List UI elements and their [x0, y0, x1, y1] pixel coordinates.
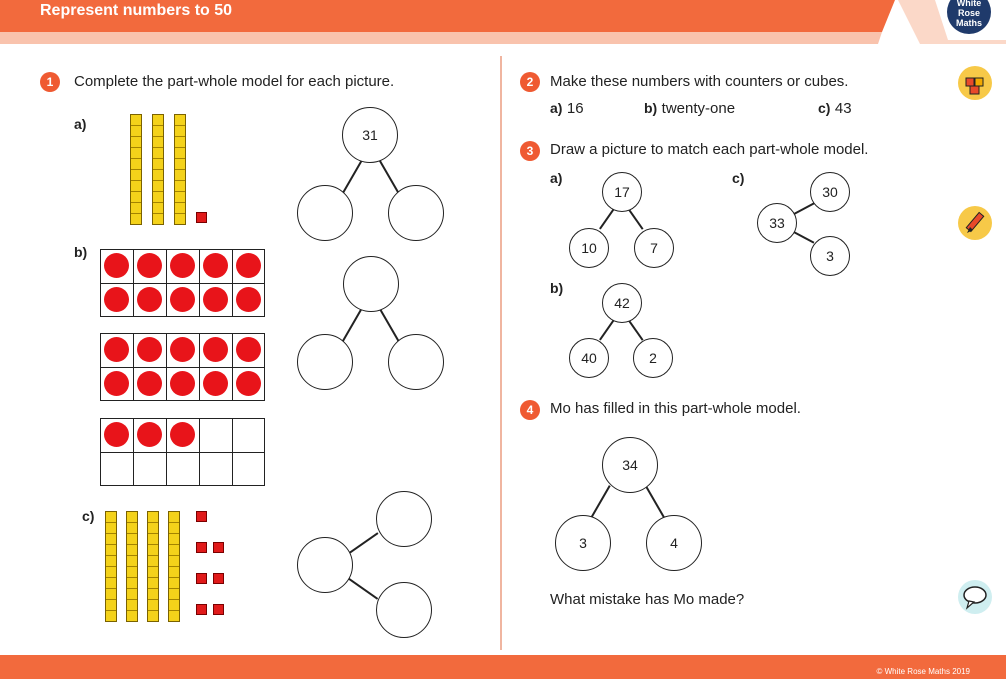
- q3c-whole-circle: 33: [757, 203, 797, 243]
- q1a-part-circle[interactable]: [297, 185, 353, 241]
- counter: [137, 422, 162, 447]
- one-cube: [213, 604, 224, 615]
- ten-rod: [147, 511, 159, 622]
- pencil-icon: [958, 206, 992, 240]
- q3b-part-circle: 2: [633, 338, 673, 378]
- q3b-whole-circle: 42: [602, 283, 642, 323]
- question-2-number: 2: [520, 72, 540, 92]
- q2-option-b: b) twenty-one: [644, 100, 736, 117]
- q3c-label: c): [732, 170, 745, 186]
- one-cube: [196, 511, 207, 522]
- counter: [137, 287, 162, 312]
- column-divider: [500, 56, 502, 650]
- counter: [170, 422, 195, 447]
- counter: [170, 337, 195, 362]
- ten-frame: [100, 333, 265, 401]
- question-3-number: 3: [520, 141, 540, 161]
- ten-rod: [152, 114, 164, 225]
- ten-rod: [174, 114, 186, 225]
- question-1-number: 1: [40, 72, 60, 92]
- white-rose-maths-logo: White Rose Maths: [955, 0, 982, 28]
- q1b-part-circle[interactable]: [297, 334, 353, 390]
- counter: [104, 287, 129, 312]
- one-cube: [196, 212, 207, 223]
- ten-rod: [130, 114, 142, 225]
- one-cube: [196, 542, 207, 553]
- q1c-whole-circle[interactable]: [297, 537, 353, 593]
- q1b-whole-circle[interactable]: [343, 256, 399, 312]
- question-2-text: Make these numbers with counters or cubes.: [550, 73, 849, 90]
- copyright-text: © White Rose Maths 2019: [876, 667, 970, 676]
- cubes-icon: [958, 66, 992, 100]
- q3a-part-circle: 10: [569, 228, 609, 268]
- counter: [170, 287, 195, 312]
- q3c-part-circle: 3: [810, 236, 850, 276]
- q3a-whole-circle: 17: [602, 172, 642, 212]
- ten-frame: [100, 249, 265, 317]
- counter: [236, 287, 261, 312]
- one-cube: [196, 604, 207, 615]
- question-4-prompt: What mistake has Mo made?: [550, 591, 745, 608]
- q4-part-circle: 3: [555, 515, 611, 571]
- speech-bubble-icon: [958, 580, 992, 614]
- q1c-part-circle[interactable]: [376, 491, 432, 547]
- question-1-text: Complete the part-whole model for each picture.: [74, 73, 395, 90]
- counter: [137, 371, 162, 396]
- counter: [236, 371, 261, 396]
- footer-bar: [0, 655, 1006, 679]
- counter: [203, 371, 228, 396]
- question-4-text: Mo has filled in this part-whole model.: [550, 400, 801, 417]
- counter: [203, 337, 228, 362]
- ten-frame: [100, 418, 265, 486]
- q1a-label: a): [74, 116, 87, 132]
- q1a-part-circle[interactable]: [388, 185, 444, 241]
- counter: [236, 253, 261, 278]
- ten-rod: [168, 511, 180, 622]
- q3b-label: b): [550, 280, 564, 296]
- one-cube: [213, 542, 224, 553]
- counter: [170, 371, 195, 396]
- counter: [104, 337, 129, 362]
- q3b-part-circle: 40: [569, 338, 609, 378]
- q1c-part-circle[interactable]: [376, 582, 432, 638]
- q4-whole-circle: 34: [602, 437, 658, 493]
- q3a-part-circle: 7: [634, 228, 674, 268]
- page-title: Represent numbers to 50: [40, 2, 233, 19]
- counter: [104, 422, 129, 447]
- q2-option-c: c) 43: [818, 100, 852, 117]
- one-cube: [196, 573, 207, 584]
- counter: [137, 253, 162, 278]
- q1a-whole-circle: 31: [342, 107, 398, 163]
- q3c-part-circle: 30: [810, 172, 850, 212]
- q3a-label: a): [550, 170, 563, 186]
- counter: [104, 253, 129, 278]
- q4-part-circle: 4: [646, 515, 702, 571]
- counter: [104, 371, 129, 396]
- q1b-label: b): [74, 244, 88, 260]
- one-cube: [213, 573, 224, 584]
- q2-option-a: a) 16: [550, 100, 584, 117]
- counter: [203, 253, 228, 278]
- counter: [203, 287, 228, 312]
- question-4-number: 4: [520, 400, 540, 420]
- q1c-label: c): [82, 508, 95, 524]
- ten-rod: [126, 511, 138, 622]
- counter: [170, 253, 195, 278]
- q1b-part-circle[interactable]: [388, 334, 444, 390]
- question-3-text: Draw a picture to match each part-whole model.: [550, 141, 869, 158]
- ten-rod: [105, 511, 117, 622]
- counter: [236, 337, 261, 362]
- counter: [137, 337, 162, 362]
